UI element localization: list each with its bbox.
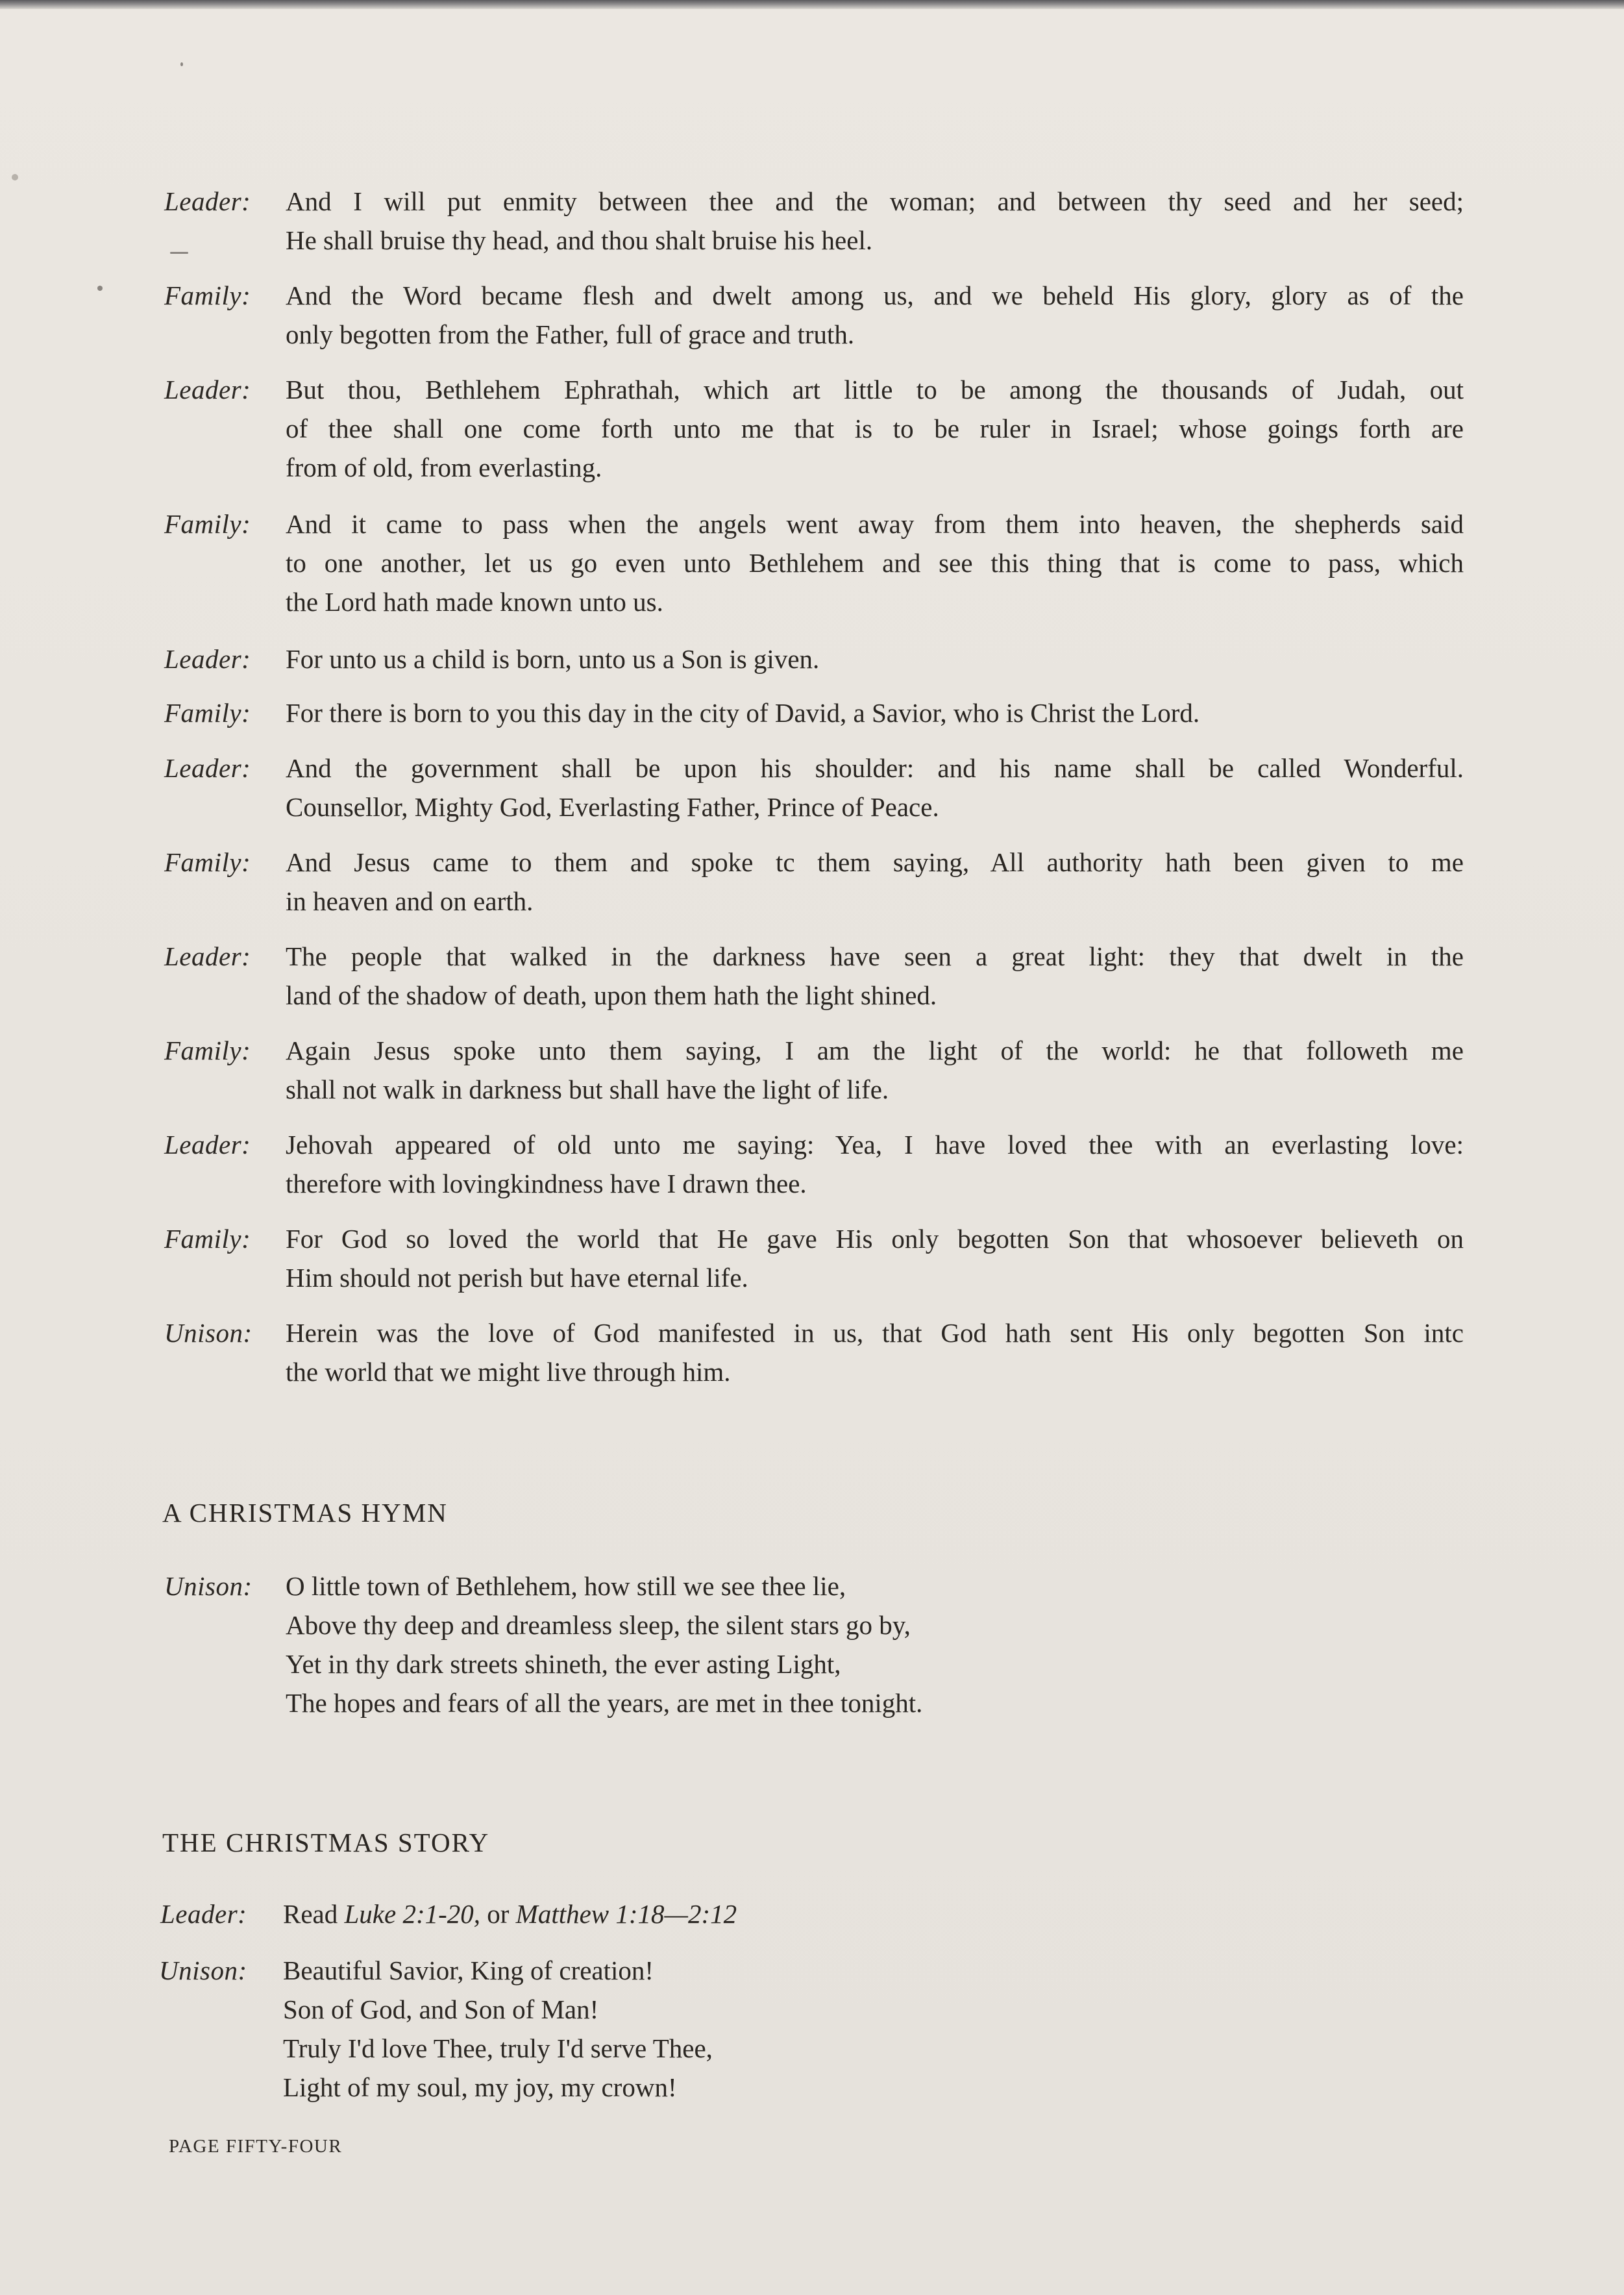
read-word: Read xyxy=(283,1899,338,1929)
text-line: Counsellor, Mighty God, Everlasting Father, Prince of Peace. xyxy=(286,792,939,822)
reading-text xyxy=(286,639,1464,678)
speaker-label: Leader: xyxy=(164,644,251,674)
scripture-ref-matthew: Matthew 1:18—2:12 xyxy=(515,1899,737,1929)
hymn-line: Above thy deep and dreamless sleep, the silent stars go by, xyxy=(286,1610,911,1640)
text-line: of thee shall one come forth unto me that is to be ruler in Israel; whose goings forth are xyxy=(286,414,1464,443)
paper-speck xyxy=(170,252,188,254)
text-line: For God so loved the world that He gave His only begotten Son that whosoever believeth on xyxy=(286,1224,1464,1254)
text-line: the world that we might live through him. xyxy=(286,1357,731,1387)
paper-speck xyxy=(12,174,18,180)
text-line: He shall bruise thy head, and thou shalt bruise his heel. xyxy=(286,225,873,255)
text-line xyxy=(283,1894,1461,1933)
speaker-label: Leader: xyxy=(164,186,251,216)
reading-text xyxy=(286,749,1464,826)
speaker-label: Family: xyxy=(164,698,251,728)
paper-speck xyxy=(97,286,103,291)
text-line: in heaven and on earth. xyxy=(286,886,534,916)
text-line: only begotten from the Father, full of grace and truth. xyxy=(286,319,855,349)
text-line: Herein was the love of God manifested in us, that God hath sent His only begotten Son intc xyxy=(286,1318,1464,1348)
speaker-label: Leader: xyxy=(160,1899,247,1929)
text-line: And it came to pass when the angels went away from them into heaven, the shepherds said xyxy=(286,509,1464,539)
text-line: therefore with lovingkindness have I drawn thee. xyxy=(286,1169,807,1198)
text-line: Jehovah appeared of old unto me saying: Yea, I have loved thee with an everlasting love: xyxy=(286,1130,1464,1160)
speaker-label: Leader: xyxy=(164,941,251,971)
hymn-line: Yet in thy dark streets shineth, the ever asting Light, xyxy=(286,1649,841,1679)
scripture-ref-luke: Luke 2:1-20, xyxy=(344,1899,481,1929)
story-unison-lines xyxy=(283,1951,1461,2107)
text-line: the Lord hath made known unto us. xyxy=(286,587,663,617)
page-top-edge xyxy=(0,0,1624,9)
text-line: land of the shadow of death, upon them hath the light shined. xyxy=(286,980,937,1010)
text-line: For unto us a child is born, unto us a Son is given. xyxy=(286,644,820,674)
reading-text xyxy=(286,276,1464,354)
hymn-line: The hopes and fears of all the years, are met in thee tonight. xyxy=(286,1688,923,1718)
text-line: to one another, let us go even unto Bethlehem and see this thing that is come to pass, which xyxy=(286,548,1464,578)
speaker-label: Unison: xyxy=(164,1571,252,1601)
hymn-line: Light of my soul, my joy, my crown! xyxy=(283,2072,677,2102)
speaker-label: Leader: xyxy=(164,1130,251,1160)
speaker-label: Unison: xyxy=(164,1318,252,1348)
speaker-label: Unison: xyxy=(159,1955,247,1985)
reading-text xyxy=(286,1031,1464,1109)
text-line: And I will put enmity between thee and the woman; and between thy seed and her seed; xyxy=(286,186,1464,216)
reading-text xyxy=(286,937,1464,1015)
hymn-heading: A CHRISTMAS HYMN xyxy=(162,1498,448,1528)
or-word: or xyxy=(487,1899,510,1929)
text-line: Again Jesus spoke unto them saying, I am the light of the world: he that followeth me xyxy=(286,1036,1464,1065)
text-line: Him should not perish but have eternal life. xyxy=(286,1263,748,1293)
reading-text xyxy=(286,504,1464,621)
hymn-line: Son of God, and Son of Man! xyxy=(283,1994,599,2024)
reading-text xyxy=(286,843,1464,921)
speaker-label: Family: xyxy=(164,509,251,539)
speaker-label: Leader: xyxy=(164,753,251,783)
speaker-label: Family: xyxy=(164,1036,251,1065)
reading-text xyxy=(286,182,1464,260)
text-line: from of old, from everlasting. xyxy=(286,453,602,482)
paper-speck xyxy=(180,62,183,66)
reading-text xyxy=(286,1125,1464,1203)
hymn-line: Truly I'd love Thee, truly I'd serve Thee, xyxy=(283,2033,713,2063)
reading-text xyxy=(286,1313,1464,1391)
speaker-label: Family: xyxy=(164,280,251,310)
page-number-label: PAGE FIFTY-FOUR xyxy=(169,2136,343,2157)
story-reading-reference xyxy=(283,1894,1461,1933)
speaker-label: Family: xyxy=(164,847,251,877)
text-line: And the government shall be upon his shoulder: and his name shall be called Wonderful. xyxy=(286,753,1464,783)
story-heading: THE CHRISTMAS STORY xyxy=(162,1828,490,1857)
text-line: And Jesus came to them and spoke tc them saying, All authority hath been given to me xyxy=(286,847,1464,877)
hymn-lines xyxy=(286,1567,1464,1722)
text-line: But thou, Bethlehem Ephrathah, which art little to be among the thousands of Judah, out xyxy=(286,375,1464,404)
reading-text xyxy=(286,370,1464,487)
reading-text xyxy=(286,693,1464,732)
speaker-label: Family: xyxy=(164,1224,251,1254)
speaker-label: Leader: xyxy=(164,375,251,404)
hymn-line: O little town of Bethlehem, how still we see thee lie, xyxy=(286,1571,846,1601)
reading-text xyxy=(286,1219,1464,1297)
text-line: And the Word became flesh and dwelt among us, and we beheld His glory, glory as of the xyxy=(286,280,1464,310)
text-line: For there is born to you this day in the city of David, a Savior, who is Christ the Lord. xyxy=(286,698,1200,728)
text-line: shall not walk in darkness but shall have the light of life. xyxy=(286,1074,889,1104)
text-line: The people that walked in the darkness have seen a great light: they that dwelt in the xyxy=(286,941,1464,971)
hymn-line: Beautiful Savior, King of creation! xyxy=(283,1955,654,1985)
